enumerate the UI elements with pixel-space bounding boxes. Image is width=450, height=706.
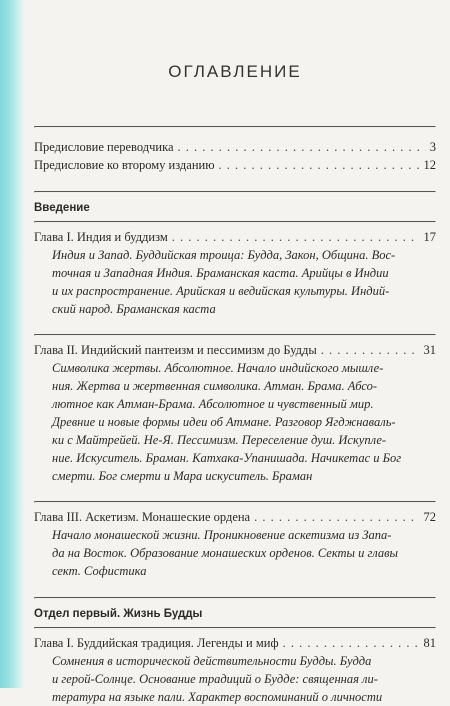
- chapter-summary: Начало монашеской жизни. Проникновение аскетизма из Запа- да на Восток. Образование монашеских орденов. Секты и главы сект. Софистика: [52, 528, 398, 578]
- leader-dots: [283, 634, 420, 652]
- toc-entry-page: 31: [423, 343, 436, 357]
- toc-entry-page: 72: [423, 510, 436, 524]
- toc-entry-preface-translator[interactable]: [34, 138, 436, 156]
- toc-entry-label: Глава III. Аскетизм. Монашеские ордена: [34, 510, 251, 524]
- chapter-summary: Сомнения в исторической действительности Будды. Будда и герой-Солнце. Основание традиций о Будде: священная ли- тература на языке пали. Характер воспоминаний о личности: [52, 654, 383, 704]
- leader-dots: [178, 138, 426, 156]
- toc-entry-label: Предисловие ко второму изданию: [34, 158, 215, 172]
- toc-entry-page: 3: [429, 140, 436, 154]
- toc-entry-page: 12: [423, 158, 436, 172]
- toc-entry-label: Глава II. Индийский пантеизм и пессимизм до Будды: [34, 343, 317, 357]
- toc-entry-part1-ch1[interactable]: [34, 634, 436, 652]
- toc-entry-intro-ch1[interactable]: [34, 228, 436, 246]
- chapter-summary: Индия и Запад. Буддийская троица: Будда, Закон, Община. Вос- точная и Западная Индия. Браманская каста. Арийцы в Индии и их распространение. Арийская и ведийская культуры. Индий- ский народ. Браманская каста: [52, 248, 396, 316]
- toc-page: [34, 0, 436, 706]
- leader-dots: [254, 508, 419, 526]
- toc-entry-intro-ch3[interactable]: [34, 508, 436, 526]
- toc-entry-label: Глава I. Буддийская традиция. Легенды и миф: [34, 636, 279, 650]
- section-heading-part-one: Отдел первый. Жизнь Будды: [34, 608, 203, 620]
- toc-entry-page: 81: [423, 636, 436, 650]
- toc-entry-preface-second[interactable]: [34, 156, 436, 174]
- section-heading-intro: Введение: [34, 202, 90, 214]
- leader-dots: [219, 156, 420, 174]
- toc-entry-label: Предисловие переводчика: [34, 140, 174, 154]
- leader-dots: [172, 228, 420, 246]
- chapter-summary: Символика жертвы. Абсолютное. Начало индийского мышле- ния. Жертва и жертвенная символика. Атман. Брама. Абсо- лютное как Атман-Брама. Абсолютное и чувственный мир. Древние и новые формы идеи об Атмане. Разговор Ягджнаваль- ки с Майтрейей. Не-Я. Пессимизм. Переселение душ. Искупле- ние. Искуситель. Браман. Катхака-Упанишада. Начикетас и Бог смерти. Бог смерти и Мара искуситель. Браман: [52, 361, 402, 483]
- toc-entry-page: 17: [423, 230, 436, 244]
- page-edge: [0, 0, 24, 688]
- leader-dots: [321, 341, 420, 359]
- page-title: ОГЛАВЛЕНИЕ: [168, 62, 302, 81]
- toc-entry-label: Глава I. Индия и буддизм: [34, 230, 168, 244]
- toc-entry-intro-ch2[interactable]: [34, 341, 436, 359]
